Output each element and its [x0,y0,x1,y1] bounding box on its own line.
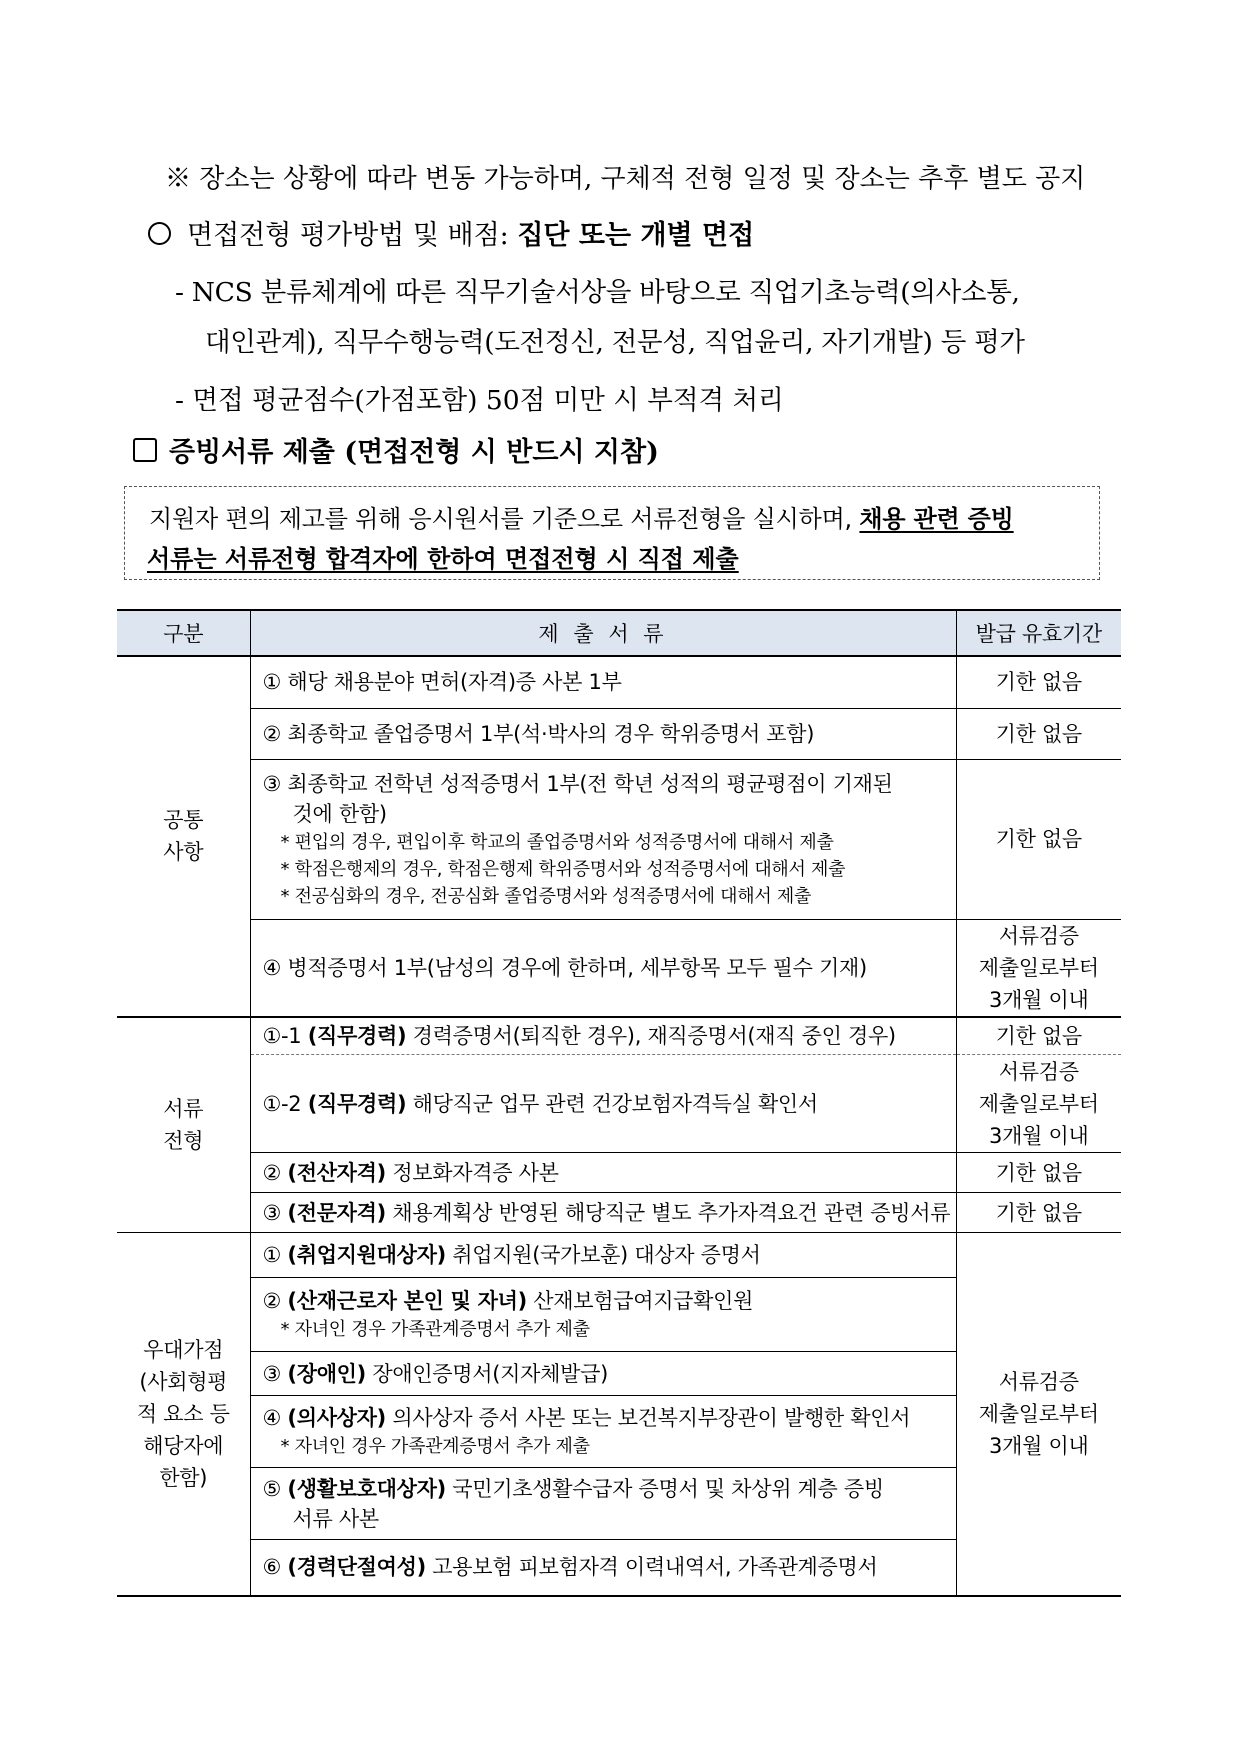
doc-military: ④ 병적증명서 1부(남성의 경우에 한하며, 세부항목 모두 필수 기재) [250,919,956,1017]
doc-insurance-history [250,1055,956,1153]
table-row [117,1233,1121,1278]
item-category: (경력단절여성) [287,1555,426,1580]
table-row [117,1017,1121,1055]
item-category: (취업지원대상자) [287,1243,446,1267]
validity: 기한 없음 [956,1153,1121,1193]
validity: 서류검증 제출일로부터 3개월 이내 [956,919,1121,1017]
ncs-criteria-line1: - NCS 분류체계에 따른 직무기술서상을 바탕으로 직업기초능력(의사소통, [175,277,1020,308]
item-text: 장애인증명서(지자체발급) [365,1361,608,1386]
validity: 기한 없음 [956,759,1121,919]
section-heading [133,430,659,469]
table-row [117,759,1121,919]
doc-graduation: ② 최종학교 졸업증명서 1부(석·박사의 경우 학위증명서 포함) [250,708,956,759]
notice-emphasis-2: 서류는 서류전형 합격자에 한하여 면접전형 시 직접 제출 [147,545,739,573]
table-row [117,919,1121,1017]
item-category: (생활보호대상자) [287,1476,446,1501]
doc-transcript [250,759,956,919]
item-number: ① [262,1243,288,1267]
item-number: ② [262,1289,288,1313]
doc-note: * 편입의 경우, 편입이후 학교의 졸업증명서와 성적증명서에 대해서 제출 [280,831,834,853]
table-row [117,1055,1121,1153]
doc-veteran [250,1233,956,1278]
documents-table [117,609,1121,1597]
table-row [117,1193,1121,1233]
doc-professional-license [250,1193,956,1233]
table-row [117,1153,1121,1193]
validity: 기한 없음 [956,1193,1121,1233]
table-row [117,656,1121,708]
notice-text: 지원자 편의 제고를 위해 응시원서를 기준으로 서류전형을 실시하며, [149,505,860,533]
item-category: (직무경력) [307,1091,407,1116]
item-category: (장애인) [287,1361,366,1386]
group-preference: 우대가점 (사회형평 적 요소 등 해당자에 한함) [117,1233,250,1596]
doc-career-cert [250,1017,956,1055]
item-text: 채용계획상 반영된 해당직군 별도 추가자격요건 관련 증빙서류 [385,1200,951,1225]
item-number: ③ [262,1200,288,1225]
validity: 기한 없음 [956,656,1121,708]
square-bullet-icon [133,438,157,462]
notice-line1 [149,499,1014,534]
notice-box [124,486,1100,580]
doc-note: * 자녀인 경우 가족관계증명서 추가 제출 [280,1319,590,1340]
group-common: 공통 사항 [117,656,250,1017]
location-notice: ※ 장소는 상황에 따라 변동 가능하며, 구체적 전형 일정 및 장소는 추후 별도 공지 [165,164,1086,194]
doc-industrial-accident [250,1278,956,1352]
validity: 기한 없음 [956,1017,1121,1055]
circle-bullet-icon [148,222,171,245]
doc-righteous-victim [250,1396,956,1468]
item-number: ② [262,1160,288,1185]
doc-transcript-line1: ③ 최종학교 전학년 성적증명서 1부(전 학년 성적의 평균평점이 기재된 [262,771,893,796]
item-number: ⑤ [262,1476,288,1501]
group-screening: 서류 전형 [117,1017,250,1233]
doc-disability [250,1352,956,1396]
item-number: ③ [262,1361,288,1386]
interview-method-value: 집단 또는 개별 면접 [517,220,755,251]
item-text: 산재보험급여지급확인원 [526,1289,754,1313]
interview-pass-criteria: - 면접 평균점수(가점포함) 50점 미만 시 부적격 처리 [175,385,784,416]
header-category: 구분 [117,610,250,656]
item-number: ④ [262,1406,288,1430]
doc-line [263,1474,956,1504]
item-text: 국민기초생활수급자 증명서 및 차상위 계층 증빙 [445,1476,884,1501]
validity: 서류검증 제출일로부터 3개월 이내 [956,1055,1121,1153]
doc-line [263,1286,956,1316]
item-category: (산재근로자 본인 및 자녀) [287,1289,527,1313]
item-category: (직무경력) [307,1023,407,1048]
doc-line-2: 서류 사본 [292,1506,379,1531]
doc-welfare-recipient [250,1468,956,1540]
header-validity: 발급 유효기간 [956,610,1121,656]
ncs-criteria-line2: 대인관계), 직무수행능력(도전정신, 전문성, 직업윤리, 자기개발) 등 평가 [205,327,1025,358]
item-text: 정보화자격증 사본 [385,1160,559,1185]
notice-line2 [147,539,739,574]
table-row [117,708,1121,759]
interview-method-label: 면접전형 평가방법 및 배점: [187,220,518,251]
doc-note: * 전공심화의 경우, 전공심화 졸업증명서와 성적증명서에 대해서 제출 [280,885,812,907]
item-number: ⑥ [262,1555,288,1580]
item-text: 경력증명서(퇴직한 경우), 재직증명서(재직 중인 경우) [406,1023,896,1048]
doc-it-license [250,1153,956,1193]
item-number: ①-1 [262,1023,308,1048]
notice-emphasis-1: 채용 관련 증빙 [859,505,1014,533]
doc-note: * 자녀인 경우 가족관계증명서 추가 제출 [280,1436,590,1457]
validity: 서류검증 제출일로부터 3개월 이내 [956,1233,1121,1596]
item-category: (전문자격) [287,1200,386,1225]
item-number: ①-2 [262,1091,308,1116]
doc-line [263,1403,956,1433]
doc-note: * 학점은행제의 경우, 학점은행제 학위증명서와 성적증명서에 대해서 제출 [280,858,846,880]
validity: 기한 없음 [956,708,1121,759]
section-heading-text: 증빙서류 제출 (면접전형 시 반드시 지참) [169,437,659,468]
item-text: 의사상자 증서 사본 또는 보건복지부장관이 발행한 확인서 [385,1406,911,1430]
doc-career-break [250,1540,956,1596]
item-text: 취업지원(국가보훈) 대상자 증명서 [445,1243,761,1267]
item-category: (전산자격) [287,1160,386,1185]
header-documents: 제 출 서 류 [250,610,956,656]
doc-transcript-line2: 것에 한함) [292,801,387,826]
interview-method [148,213,754,252]
item-category: (의사상자) [287,1406,386,1430]
item-text: 고용보험 피보험자격 이력내역서, 가족관계증명서 [425,1555,878,1580]
table-header [117,610,1121,656]
doc-license: ① 해당 채용분야 면허(자격)증 사본 1부 [250,656,956,708]
item-text: 해당직군 업무 관련 건강보험자격득실 확인서 [406,1091,818,1116]
